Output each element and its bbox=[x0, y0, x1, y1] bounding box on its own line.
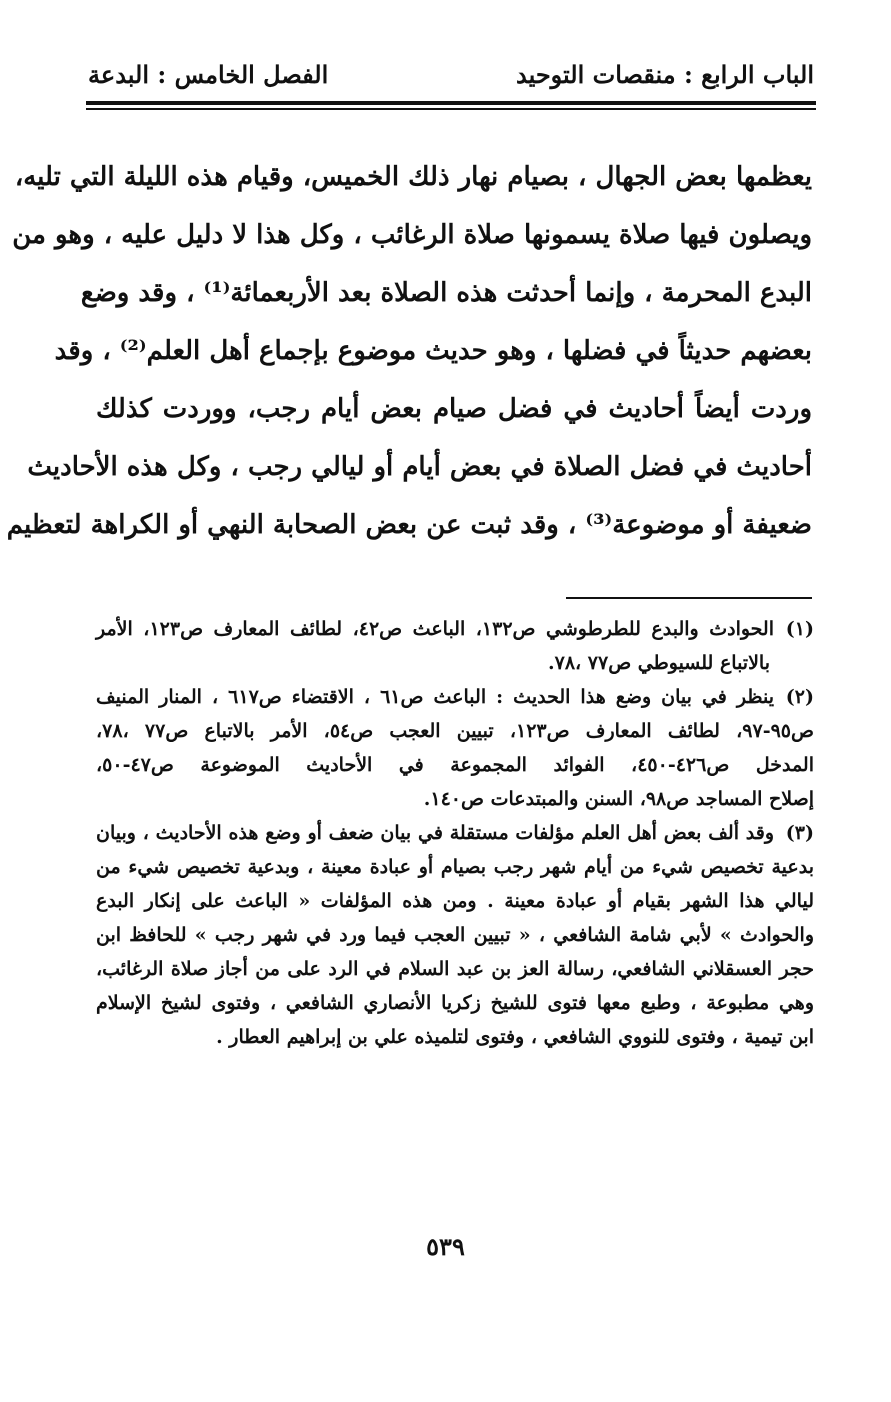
header-rule-thick bbox=[86, 101, 816, 105]
footnote-3-line: وهي مطبوعة ، وطبع معها فتوى للشيخ زكريا الأنصاري الشافعي ، وفتوى لشيخ الإسلام bbox=[96, 992, 814, 1014]
footnote-text: الحوادث والبدع للطرطوشي ص١٣٢، الباعث ص٤٢، لطائف المعارف ص١٢٣، الأمر bbox=[96, 618, 774, 640]
section-title: الفصل الخامس : البدعة bbox=[88, 60, 329, 89]
text-line: أحاديث في فضل الصلاة في بعض أيام أو ليالي رجب ، وكل هذه الأحاديث bbox=[27, 452, 812, 482]
footnote-3-line: ليالي هذا الشهر بقيام أو عبادة معينة . ومن هذه المؤلفات « الباعث على إنكار البدع bbox=[96, 890, 814, 912]
footnote-1-line bbox=[96, 612, 814, 646]
text-line: بعضهم حديثاً في فضلها ، وهو حديث موضوع بإجماع أهل العلم⁽²⁾ ، وقد bbox=[54, 336, 812, 366]
text-line: وردت أيضاً أحاديث في فضل صيام بعض أيام رجب، ووردت كذلك bbox=[96, 394, 813, 424]
text-line: ضعيفة أو موضوعة⁽³⁾ ، وقد ثبت عن بعض الصحابة النهي أو الكراهة لتعظيم bbox=[6, 510, 812, 540]
footnote-number: (١) bbox=[785, 618, 814, 640]
footnote-number: (٣) bbox=[785, 822, 814, 844]
footnote-2-line bbox=[96, 680, 814, 714]
footnote-2-line: ص٩٥-٩٧، لطائف المعارف ص١٢٣، تبيين العجب ص٥٤، الأمر بالاتباع ص٧٧ ،٧٨، bbox=[96, 720, 814, 742]
text-line: يعظمها بعض الجهال ، بصيام نهار ذلك الخميس، وقيام هذه الليلة التي تليه، bbox=[14, 162, 812, 192]
footnote-number: (٢) bbox=[785, 686, 815, 708]
footnote-2-line: إصلاح المساجد ص٩٨، السنن والمبتدعات ص١٤٠. bbox=[423, 788, 814, 810]
text-line: ويصلون فيها صلاة يسمونها صلاة الرغائب ، وكل هذا لا دليل عليه ، وهو من bbox=[12, 220, 812, 250]
footnote-3-line: حجر العسقلاني الشافعي، رسالة العز بن عبد السلام في الرد على من أجاز صلاة الرغائب، bbox=[96, 958, 814, 980]
footnote-3-line: ابن تيمية ، وفتوى للنووي الشافعي ، وفتوى لتلميذه علي بن إبراهيم العطار . bbox=[216, 1026, 814, 1048]
running-header bbox=[88, 60, 814, 92]
footnote-text: وقد ألف بعض أهل العلم مؤلفات مستقلة في بيان ضعف أو وضع هذه الأحاديث ، وبيان bbox=[96, 822, 774, 844]
footnote-3-line: بدعية تخصيص شيء من أيام شهر رجب بصيام أو عبادة معينة ، وبدعية تخصيص شيء من bbox=[96, 856, 814, 878]
main-text bbox=[6, 148, 813, 554]
footnote-separator bbox=[566, 597, 812, 599]
footnotes bbox=[96, 612, 814, 1054]
footnote-3-line bbox=[96, 816, 814, 850]
page-number: ٥٣٩ bbox=[426, 1232, 465, 1261]
header-rule-thin bbox=[86, 108, 816, 110]
footnote-1-line: بالاتباع للسيوطي ص٧٧ ،٧٨. bbox=[547, 652, 770, 674]
footnote-3-line: والحوادث » لأبي شامة الشافعي ، « تبيين العجب فيما ورد في شهر رجب » للحافظ ابن bbox=[96, 924, 814, 946]
text-line: البدع المحرمة ، وإنما أحدثت هذه الصلاة بعد الأربعمائة⁽¹⁾ ، وقد وضع bbox=[80, 278, 812, 308]
footnote-2-line: المدخل ص٤٢٦-٤٥٠، الفوائد المجموعة في الأحاديث الموضوعة ص٤٧-٥٠، bbox=[96, 754, 814, 776]
footnote-text: ينظر في بيان وضع هذا الحديث : الباعث ص٦١ ، الاقتضاء ص٦١٧ ، المنار المنيف bbox=[96, 686, 775, 708]
chapter-title: الباب الرابع : منقصات التوحيد bbox=[515, 60, 814, 89]
